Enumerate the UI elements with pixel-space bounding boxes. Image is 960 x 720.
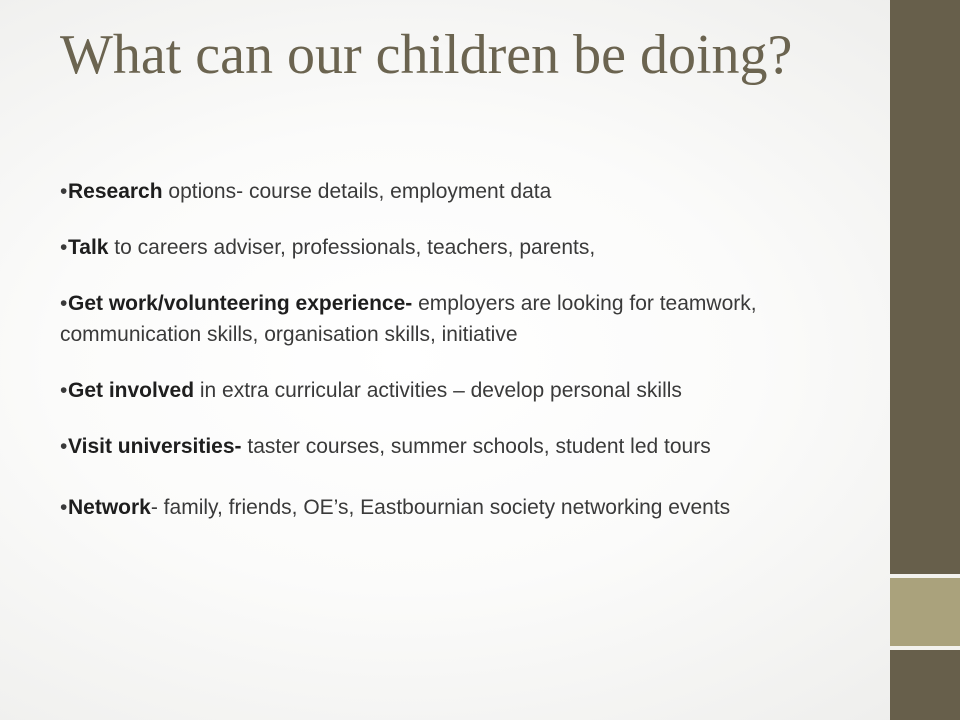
bullet-keyword: Visit universities- xyxy=(68,435,242,458)
bullet-text: to careers adviser, professionals, teachers, parents, xyxy=(108,236,596,259)
bullet-keyword: Get work/volunteering experience- xyxy=(68,292,413,315)
side-band-middle xyxy=(890,578,960,646)
bullet-keyword: Research xyxy=(68,180,163,203)
bullet-item xyxy=(60,288,840,350)
bullet-text: taster courses, summer schools, student led tours xyxy=(241,435,711,458)
bullet-item xyxy=(60,232,840,263)
bullet-item xyxy=(60,176,840,207)
bullet-text: options- course details, employment data xyxy=(162,180,552,203)
bullet-keyword: Talk xyxy=(68,236,109,259)
bullet-text: employers are looking for teamwork, communication skills, organisation skills, initiative xyxy=(60,292,757,346)
bullet-item xyxy=(60,375,840,406)
bullet-marker: • xyxy=(60,435,68,458)
bullet-keyword: Get involved xyxy=(68,379,195,402)
bullet-marker: • xyxy=(60,496,68,519)
bullet-text: in extra curricular activities – develop personal skills xyxy=(194,379,682,402)
bullet-item xyxy=(60,492,840,523)
bullet-marker: • xyxy=(60,180,68,203)
bullet-list xyxy=(60,176,840,548)
bullet-marker: • xyxy=(60,379,68,402)
slide-title: What can our children be doing? xyxy=(60,24,793,86)
bullet-item xyxy=(60,431,840,462)
side-band-bottom xyxy=(890,650,960,720)
side-band-top xyxy=(890,0,960,574)
bullet-keyword: Network xyxy=(68,496,151,519)
bullet-marker: • xyxy=(60,292,68,315)
bullet-text: - family, friends, OE’s, Eastbournian society networking events xyxy=(150,496,731,519)
bullet-marker: • xyxy=(60,236,68,259)
